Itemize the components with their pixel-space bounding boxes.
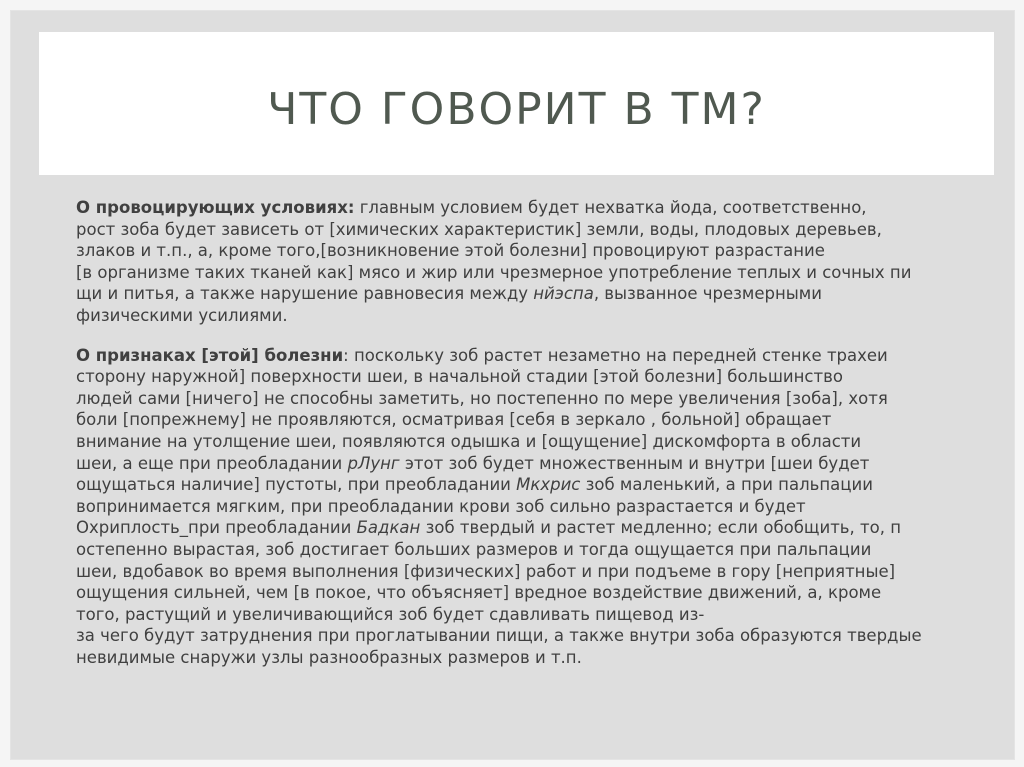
slide-title: ЧТО ГОВОРИТ В ТМ? (267, 84, 766, 135)
text-line: шеи, вдобавок во время выполнения [физических] работ и при подъеме в гору [неприятные] (76, 561, 896, 581)
italic-term: нйэспа (533, 284, 594, 304)
paragraph-heading: О провоцирующих условиях: (76, 198, 355, 217)
text-span: Охриплость_при преобладании (76, 518, 357, 538)
text-line: внимание на утолщение шеи, появляются одышка и [ощущение] дискомфорта в области (76, 431, 862, 451)
text-span: зоб маленький, а при пальпации (580, 475, 873, 495)
text-span: : поскольку зоб растет незаметно на передней стенке трахеи (343, 345, 888, 365)
title-box (39, 32, 994, 175)
text-line: рост зоба будет зависеть от [химических характеристик] земли, воды, плодовых деревьев, (76, 219, 882, 239)
text-span: , вызванное чрезмерными (593, 284, 822, 304)
text-line (76, 474, 976, 496)
text-span: главным условием будет нехватка йода, соответственно, (354, 198, 867, 217)
paragraph-symptoms (76, 345, 976, 669)
text-line: физическими усилиями. (76, 305, 288, 325)
text-line: злаков и т.п., а, кроме того,[возникновение этой болезни] провоцируют разрастание (76, 241, 825, 261)
text-line: того, растущий и увеличивающийся зоб будет сдавливать пищевод из- (76, 604, 705, 624)
text-span: ощущаться наличие] пустоты, при преобладании (76, 475, 517, 495)
text-span: этот зоб будет множественным и внутри [шеи будет (399, 453, 870, 473)
text-span: шеи, а еще при преобладании (76, 453, 348, 473)
text-line (76, 517, 976, 539)
text-line: людей сами [ничего] не способны заметить, но постепенно по мере увеличения [зоба], хотя (76, 388, 888, 408)
text-span: щи и питья, а также нарушение равновесия между (76, 284, 534, 304)
italic-term: Бадкан (356, 518, 421, 538)
text-line: вопринимается мягким, при преобладании крови зоб сильно разрастается и будет (76, 496, 806, 516)
text-line (76, 345, 976, 367)
paragraph-provoking-conditions (76, 197, 976, 327)
text-line: ощущения сильней, чем [в покое, что объясняет] вредное воздействие движений, а, кроме (76, 583, 882, 603)
slide-body (76, 197, 976, 668)
text-line: остепенно вырастая, зоб достигает больших размеров и тогда ощущается при пальпации (76, 539, 872, 559)
slide (10, 10, 1015, 760)
text-line: за чего будут затруднения при проглатывании пищи, а также внутри зоба образуются твердые (76, 626, 922, 646)
text-line: невидимые снаружи узлы разнообразных размеров и т.п. (76, 647, 582, 667)
text-line (76, 197, 976, 219)
text-line (76, 283, 976, 305)
italic-term: рЛунг (347, 453, 400, 473)
text-line (76, 453, 976, 475)
italic-term: Мкхрис (516, 475, 581, 495)
paragraph-heading: О признаках [этой] болезни (76, 345, 344, 365)
text-line: сторону наружной] поверхности шеи, в начальной стадии [этой болезни] большинство (76, 367, 843, 387)
paragraph-gap (76, 327, 976, 345)
text-line: боли [попрежнему] не проявляются, осматривая [себя в зеркало , больной] обращает (76, 410, 832, 430)
text-line: [в организме таких тканей как] мясо и жир или чрезмерное употребление теплых и сочных пи (76, 262, 912, 282)
text-span: зоб твердый и растет медленно; если обобщить, то, п (420, 518, 902, 538)
